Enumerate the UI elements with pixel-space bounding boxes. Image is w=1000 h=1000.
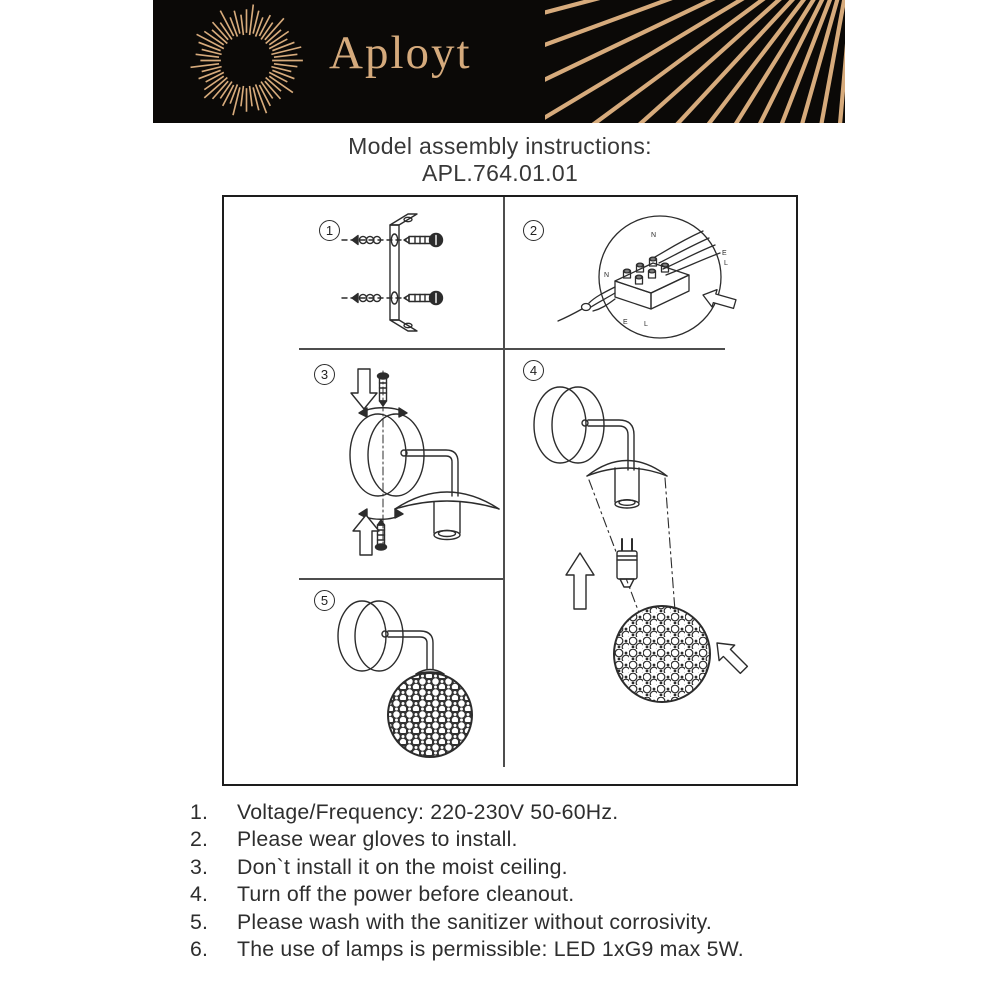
brand-name: Aployt — [329, 27, 472, 79]
step-3-number: 3 — [314, 364, 335, 385]
starburst-sun-icon — [185, 0, 308, 122]
step-3-panel — [224, 349, 503, 579]
wiring-terminal-illustration — [503, 197, 800, 349]
svg-text:L: L — [724, 260, 728, 267]
list-item — [190, 936, 830, 963]
item-text: Please wash with the sanitizer without corrosivity. — [237, 909, 712, 934]
step-4-panel — [503, 349, 800, 788]
item-number: 4. — [190, 882, 209, 907]
step-1-panel — [224, 197, 503, 349]
list-item — [190, 909, 830, 936]
svg-text:N: N — [604, 272, 610, 279]
step-2-number: 2 — [523, 220, 544, 241]
step-1-number: 1 — [319, 220, 340, 241]
svg-text:E: E — [623, 319, 628, 326]
assembly-diagram — [222, 195, 798, 786]
list-item — [190, 826, 830, 853]
item-number: 3. — [190, 854, 209, 879]
title-block — [0, 133, 1000, 187]
corner-rays-decoration — [545, 0, 845, 123]
item-text: Please wear gloves to install. — [237, 827, 518, 852]
page-title: Model assembly instructions: — [348, 133, 652, 159]
brand-banner — [153, 0, 845, 123]
item-number: 2. — [190, 827, 209, 852]
item-number: 6. — [190, 937, 209, 962]
list-item — [190, 854, 830, 881]
model-number: APL.764.01.01 — [421, 160, 579, 186]
step-4-number: 4 — [523, 360, 544, 381]
item-text: The use of lamps is permissible: LED 1xG9 max 5W. — [237, 937, 744, 962]
canopy-assembly-illustration — [224, 349, 503, 579]
list-item — [190, 881, 830, 908]
svg-text:E: E — [722, 250, 727, 257]
step-2-panel — [503, 197, 800, 349]
bracket-mounting-illustration — [224, 197, 503, 349]
list-item — [190, 799, 830, 826]
step-5-number: 5 — [314, 590, 335, 611]
item-number: 5. — [190, 909, 209, 934]
item-text: Turn off the power before cleanout. — [237, 882, 575, 907]
svg-text:L: L — [644, 321, 648, 328]
instruction-list — [190, 799, 830, 963]
bulb-globe-install-illustration — [503, 349, 800, 788]
svg-text:N: N — [651, 232, 657, 239]
assembled-lamp-illustration — [224, 579, 503, 788]
item-text: Voltage/Frequency: 220-230V 50-60Hz. — [237, 800, 619, 824]
item-text: Don`t install it on the moist ceiling. — [237, 854, 568, 879]
item-number: 1. — [190, 800, 209, 824]
step-5-panel — [224, 579, 503, 788]
